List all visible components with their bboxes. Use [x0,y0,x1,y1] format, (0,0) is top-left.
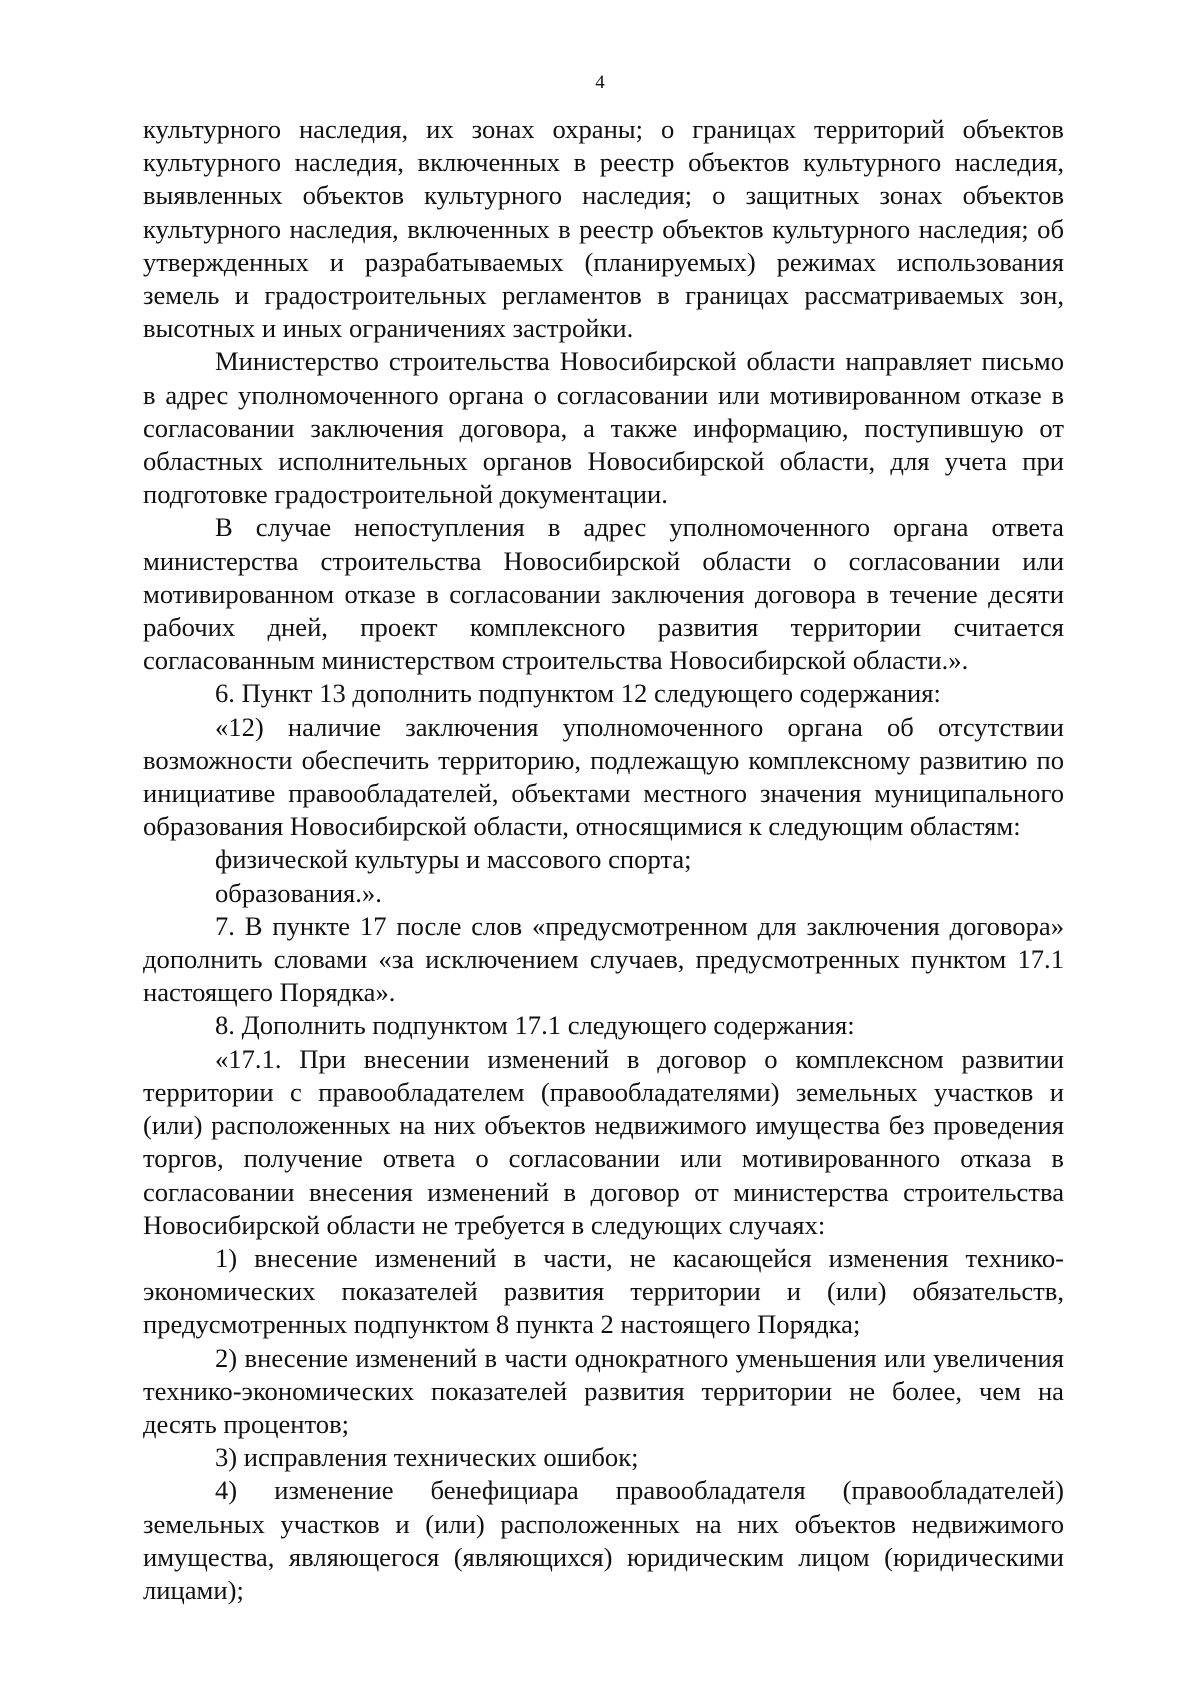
paragraph-item-7: 7. В пункте 17 после слов «предусмотренном для заключения договора» дополнить словами «за исключением случаев, предусмотренных пунктом 17.1 настоящего Порядка». [143,910,1064,1008]
paragraph-case-3: 3) исправления технических ошибок; [215,1442,639,1473]
paragraph-subitem-17-1: «17.1. При внесении изменений в договор о комплексном развитии территории с правообладателем (правообладателями) земельных участков и (или) расположенных на них объектов недвижимого имущества без проведения торгов, получение ответа о согласовании или мотивированного отказа в согласовании внесения изменений в договор от министерства строительства Новосибирской области не требуется в следующих случаях: [143,1043,1064,1240]
paragraph-case-2: 2) внесение изменений в части однократного уменьшения или увеличения технико-экономических показателей развития территории не более, чем на десять процентов; [143,1342,1064,1439]
document-body [143,113,1064,1607]
page-number: 4 [595,72,605,93]
paragraph-list-line: образования.». [215,877,382,908]
paragraph-item-8: 8. Дополнить подпунктом 17.1 следующего содержания: [215,1010,855,1041]
paragraph: Министерство строительства Новосибирской области направляет письмо в адрес уполномоченного органа о согласовании или мотивированном отказе в согласовании заключения договора, а также информацию, поступившую от областных исполнительных органов Новосибирской области, для учета при подготовке градостроительной документации. [143,346,1064,510]
paragraph-continuation: культурного наследия, их зонах охраны; о границах территорий объектов культурного наследия, включенных в реестр объектов культурного наследия, выявленных объектов культурного наследия; о защитных зонах объектов культурного наследия, включенных в реестр объектов культурного наследия; об утвержденных и разрабатываемых (планируемых) режимах использования земель и градостроительных регламентов в границах рассматриваемых зон, высотных и иных ограничениях застройки. [143,114,1064,344]
paragraph-case-4: 4) изменение бенефициара правообладателя (правообладателей) земельных участков и (или) расположенных на них объектов недвижимого имущества, являющегося (являющихся) юридическим лицом (юридическими лицами); [143,1475,1064,1605]
paragraph-list-line: физической культуры и массового спорта; [215,844,692,875]
paragraph: В случае непоступления в адрес уполномоченного органа ответа министерства строительства Новосибирской области о согласовании или мотивированном отказе в согласовании заключения договора в течение десяти рабочих дней, проект комплексного развития территории считается согласованным министерством строительства Новосибирской области.». [143,512,1064,676]
paragraph-subitem-12: «12) наличие заключения уполномоченного органа об отсутствии возможности обеспечить территорию, подлежащую комплексному развитию по инициативе правообладателей, объектами местного значения муниципального образования Новосибирской области, относящимися к следующим областям: [143,711,1064,842]
paragraph-item-6: 6. Пункт 13 дополнить подпунктом 12 следующего содержания: [215,678,941,709]
paragraph-case-1: 1) внесение изменений в части, не касающейся изменения технико-экономических показателей развития территории и (или) обязательств, предусмотренных подпунктом 8 пункта 2 настоящего Порядка; [143,1242,1064,1340]
